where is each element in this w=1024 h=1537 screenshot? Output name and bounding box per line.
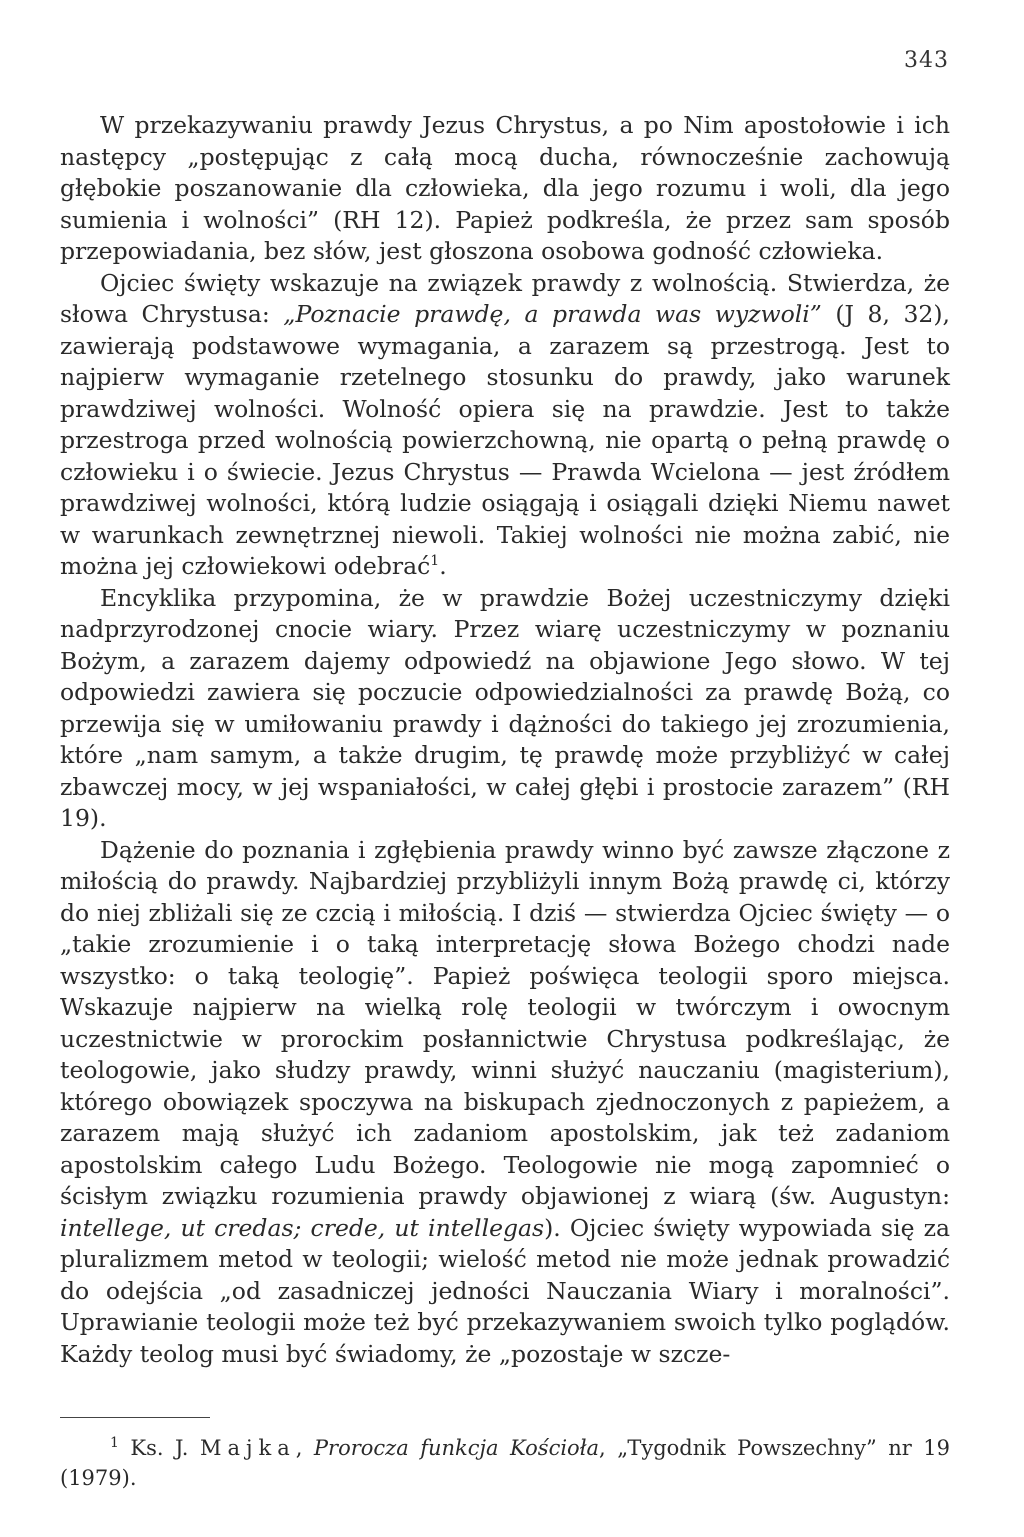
footnote-divider <box>60 1417 210 1418</box>
paragraph-1: W przekazywaniu prawdy Jezus Chrystus, a po Nim apostołowie i ich następcy „postępując z całą mocą ducha, równocześnie zachowują głębokie poszanowanie dla człowieka, dla jego rozumu i woli, dla jego sumienia i wolności” (RH 12). Papież podkreśla, że przez sam sposób przepowiadania, bez słów, jest głoszona osobowa godność człowieka. <box>60 111 950 265</box>
paragraph-4 <box>60 835 950 1371</box>
footnote-title: Prorocza funkcja Kościoła <box>313 1436 600 1460</box>
paragraph-2-before: Ojciec święty wskazuje na związek prawdy z wolnością. Stwierdza, że słowa Chrystusa: <box>60 268 950 328</box>
paragraph-2 <box>60 268 950 583</box>
footnotes <box>60 1433 950 1493</box>
paragraph-2-quote: „Poznacie prawdę, a prawda was wyzwoli” <box>283 300 822 328</box>
main-text <box>60 110 950 1370</box>
footnote-source: , „Tygodnik Powszechny” nr 19 (1979). <box>60 1436 950 1490</box>
paragraph-2-after: (J 8, 32), zawierają podstawowe wymagania, a zarazem są przestrogą. Jest to najpierw wymaganie rzetelnego stosunku do prawdy, jako warunek prawdziwej wolności. Wolność opiera się na prawdzie. Jest to także przestroga przed wolnością powierzchowną, nie opartą o pełną prawdę o człowieku i o świecie. Jezus Chrystus — Prawda Wcielona — jest źródłem prawdziwej wolności, którą ludzie osiągają i osiągali dzięki Niemu nawet w warunkach zewnętrznej niewoli. Takiej wolności nie można zabić, nie można jej człowiekowi odebrać <box>60 300 950 580</box>
paragraph-3: Encyklika przypomina, że w prawdzie Bożej uczestniczymy dzięki nadprzyrodzonej cnocie wiary. Przez wiarę uczestniczymy w poznaniu Bożym, a zarazem dajemy odpowiedź na objawione Jego słowo. W tej odpowiedzi zawiera się poczucie odpowiedzialności za prawdę Bożą, co przewija się w umiłowaniu prawdy i dążności do takiego jej zrozumienia, które „nam samym, a także drugim, tę prawdę może przybliżyć w całej zbawczej mocy, w jej wspaniałości, w całej głębi i prostocie zarazem” (RH 19). <box>60 583 950 832</box>
paragraph-2-end: . <box>439 552 447 580</box>
paragraph-4-before: Dążenie do poznania i zgłębienia prawdy winno być zawsze złączone z miłością do prawdy. Najbardziej przybliżyli innym Bożą prawdę ci, którzy do niej zbliżali się ze czcią i miłością. I dziś — stwierdza Ojciec święty — o „takie zrozumienie i o taką interpretację słowa Bożego chodzi nade wszystko: o taką teologię”. Papież poświęca teologii sporo miejsca. Wskazuje najpierw na wielką rolę teologii w twórczym i owocnym uczestnictwie w prorockim posłannictwie Chrystusa podkreślając, że teologowie, jako słudzy prawdy, winni służyć nauczaniu (magisterium), którego obowiązek spoczywa na biskupach zjednoczonych z papieżem, a zarazem mają służyć ich zadaniom apostolskim, jak też zadaniom apostolskim całego Ludu Bożego. Teologowie nie mogą zapomnieć o ścisłym związku rozumienia prawdy objawionej z wiarą (św. Augustyn: <box>60 835 950 1210</box>
paragraph-4-latin-quote: intellege, ut credas; crede, ut intellegas <box>60 1213 545 1242</box>
footnote-number: 1 <box>110 1435 119 1451</box>
footnote-reference[interactable]: 1 <box>430 553 440 570</box>
footnote-author-surname: Majka <box>199 1436 296 1460</box>
footnote-author-prefix: Ks. J. <box>130 1436 200 1460</box>
paragraph-4-after: ). Ojciec święty wypowiada się za pluralizmem metod w teologii; wielość metod nie może jednak prowadzić do odejścia „od zasadniczej jedności Nauczania Wiary i moralności”. Uprawianie teologii może też być przekazywaniem swoich tylko poglądów. Każdy teolog musi być świadomy, że „pozostaje w szcze- <box>60 1213 950 1368</box>
page-number: 343 <box>904 48 949 73</box>
footnote-1: $^1$ Ks. J. Majka, Prorocza funkcja Kościoła, „Tygodnik Powszechny” nr 19 (1979). <box>60 1435 950 1490</box>
